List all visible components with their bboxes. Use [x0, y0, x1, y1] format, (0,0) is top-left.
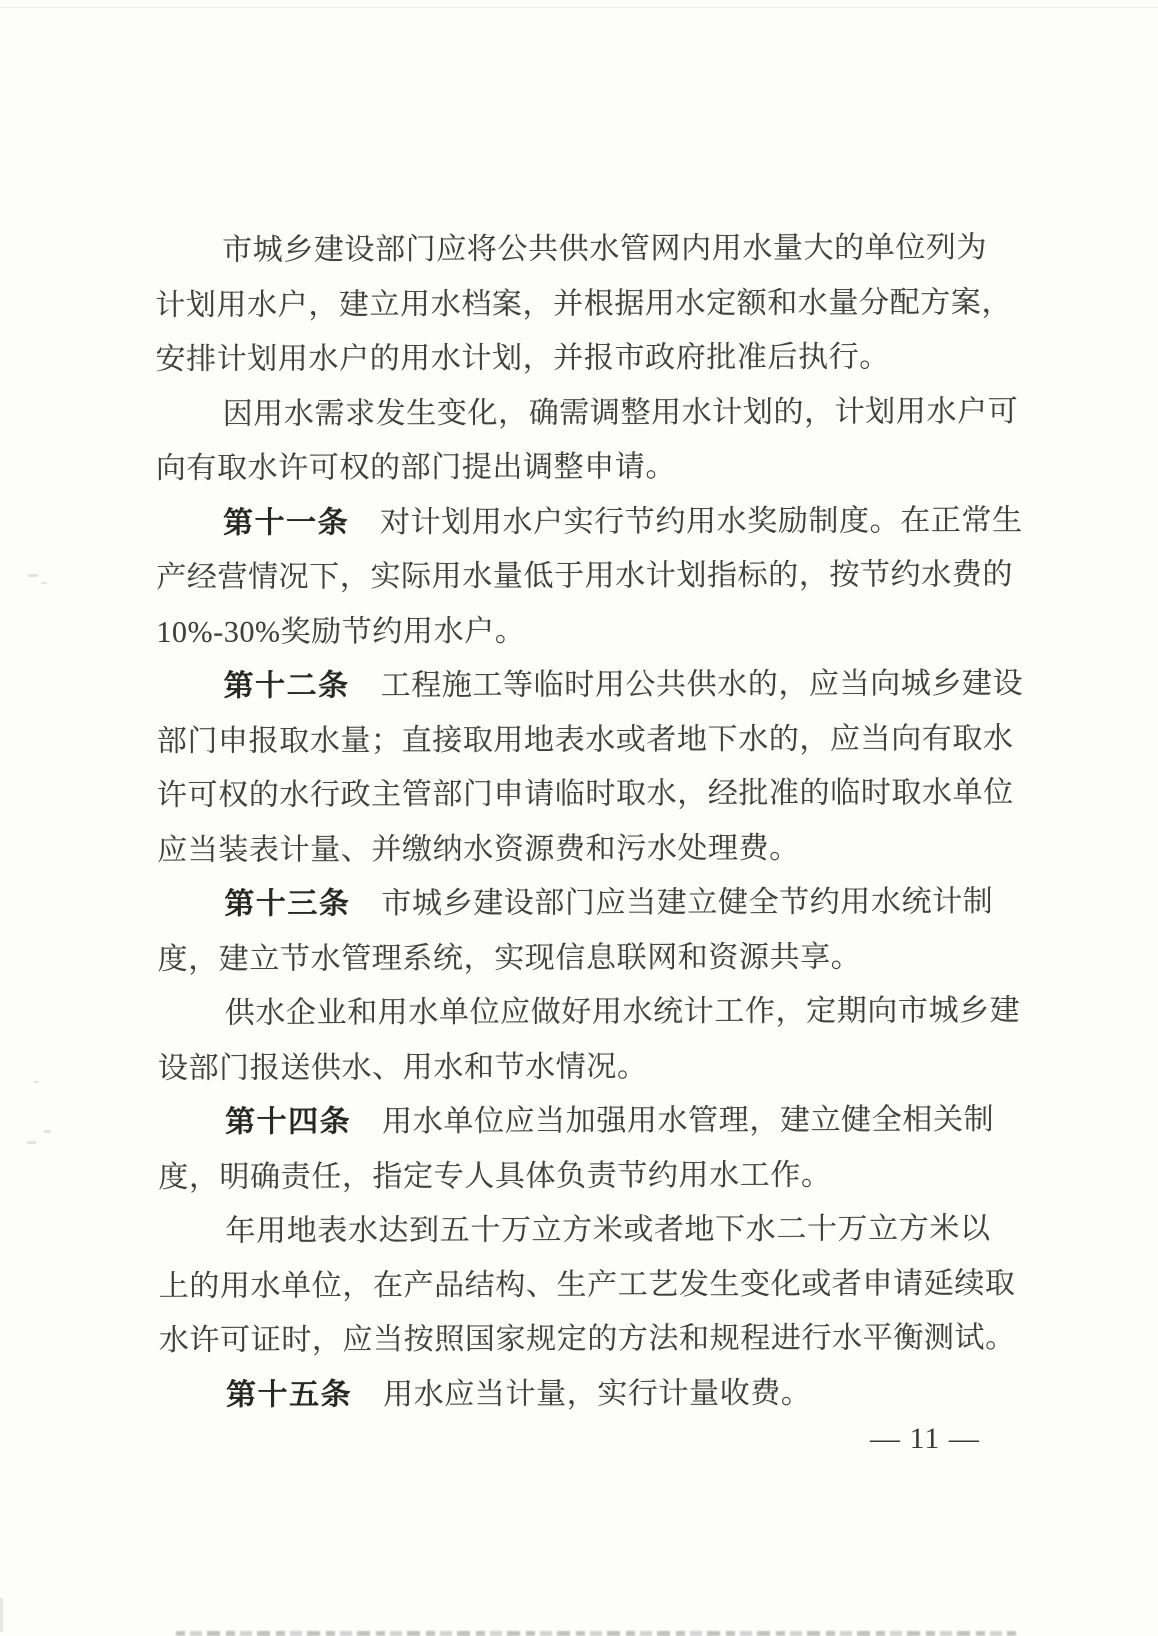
scan-speck: [34, 1081, 39, 1083]
line-text: 许可权的水行政主管部门申请临时取水，经批准的临时取水单位: [156, 776, 1014, 812]
line-text: 市城乡建设部门应当建立健全节约用水统计制: [381, 885, 994, 921]
text-line: [158, 1093, 1018, 1151]
line-text: 度，明确责任，指定专人具体负责节约用水工作。: [158, 1158, 832, 1194]
line-text: 度，建立节水管理系统，实现信息联网和资源共享。: [157, 940, 862, 976]
line-text: 向有取水许可权的部门提出调整申请。: [155, 450, 677, 485]
text-line: [156, 548, 1016, 606]
text-line: [159, 1311, 1019, 1369]
text-line: [155, 330, 1015, 388]
scan-speck: [27, 1141, 36, 1144]
text-line: [157, 657, 1024, 715]
article-number: 第十五条: [226, 1377, 353, 1412]
line-text: 工程施工等临时用公共供水的，应当向城乡建设: [380, 666, 1024, 703]
line-text: 因用水需求发生变化，确需调整用水计划的，计划用水户可: [222, 394, 1019, 431]
document-text-block: [155, 221, 1024, 1423]
scan-speck: [44, 1130, 51, 1133]
scan-artifact-top-line: [0, 7, 1158, 8]
line-text: 10%-30%奖励节约用水户。: [156, 614, 526, 649]
text-line: [156, 602, 1016, 660]
text-line: [157, 711, 1017, 769]
line-text: 设部门报送供水、用水和节水情况。: [157, 1049, 648, 1085]
line-text: 计划用水户，建立用水档案，并根据用水定额和水量分配方案，: [155, 285, 1013, 322]
scan-speck: [28, 574, 38, 577]
line-text: 市城乡建设部门应将公共供水管网内用水量大的单位列为: [222, 231, 988, 267]
text-line: [156, 493, 1023, 551]
text-line: [156, 439, 1016, 497]
text-line: [158, 1038, 1018, 1096]
line-text: 供水企业和用水单位应做好用水统计工作，定期向市城乡建: [224, 993, 1021, 1030]
article-number: 第十四条: [225, 1105, 352, 1139]
text-line: [155, 275, 1015, 333]
line-text: 产经营情况下，实际用水量低于用水计划指标的，按节约水费的: [156, 558, 1014, 594]
page-number: — 11 —: [870, 1422, 980, 1455]
text-line: [157, 766, 1017, 824]
line-text: 年用地表水达到五十万立方米或者地下水二十万立方米以: [225, 1212, 991, 1248]
line-text: 部门申报取水量；直接取用地表水或者地下水的，应当向有取水: [156, 721, 1014, 758]
line-text: 安排计划用水户的用水计划，并报市政府批准后执行。: [155, 340, 890, 376]
article-number: 第十二条: [223, 669, 350, 703]
line-text: 上的用水单位，在产品结构、生产工艺发生变化或者申请延续取: [158, 1266, 1016, 1303]
text-line: [158, 984, 1021, 1042]
scan-speck: [41, 582, 47, 584]
text-line: [156, 384, 1019, 442]
text-line: [157, 929, 1017, 987]
line-text: 对计划用水户实行节约用水奖励制度。在正常生: [379, 503, 1023, 539]
text-line: [158, 1202, 1018, 1260]
bleed-through-text: [176, 1631, 1016, 1636]
article-number: 第十三条: [224, 887, 351, 921]
text-line: [155, 221, 1015, 279]
text-line: [157, 820, 1017, 878]
text-line: [157, 875, 1017, 933]
line-text: 用水应当计量，实行计量收费。: [383, 1376, 812, 1411]
scan-edge-mark: [0, 1598, 3, 1632]
article-number: 第十一条: [222, 505, 350, 540]
text-line: [159, 1256, 1019, 1314]
line-text: 水许可证时，应当按照国家规定的方法和规程进行水平衡测试。: [158, 1321, 1016, 1357]
line-text: 用水单位应当加强用水管理，建立健全相关制: [382, 1103, 995, 1139]
text-line: [158, 1147, 1018, 1205]
line-text: 应当装表计量、并缴纳水资源费和污水处理费。: [157, 831, 800, 867]
